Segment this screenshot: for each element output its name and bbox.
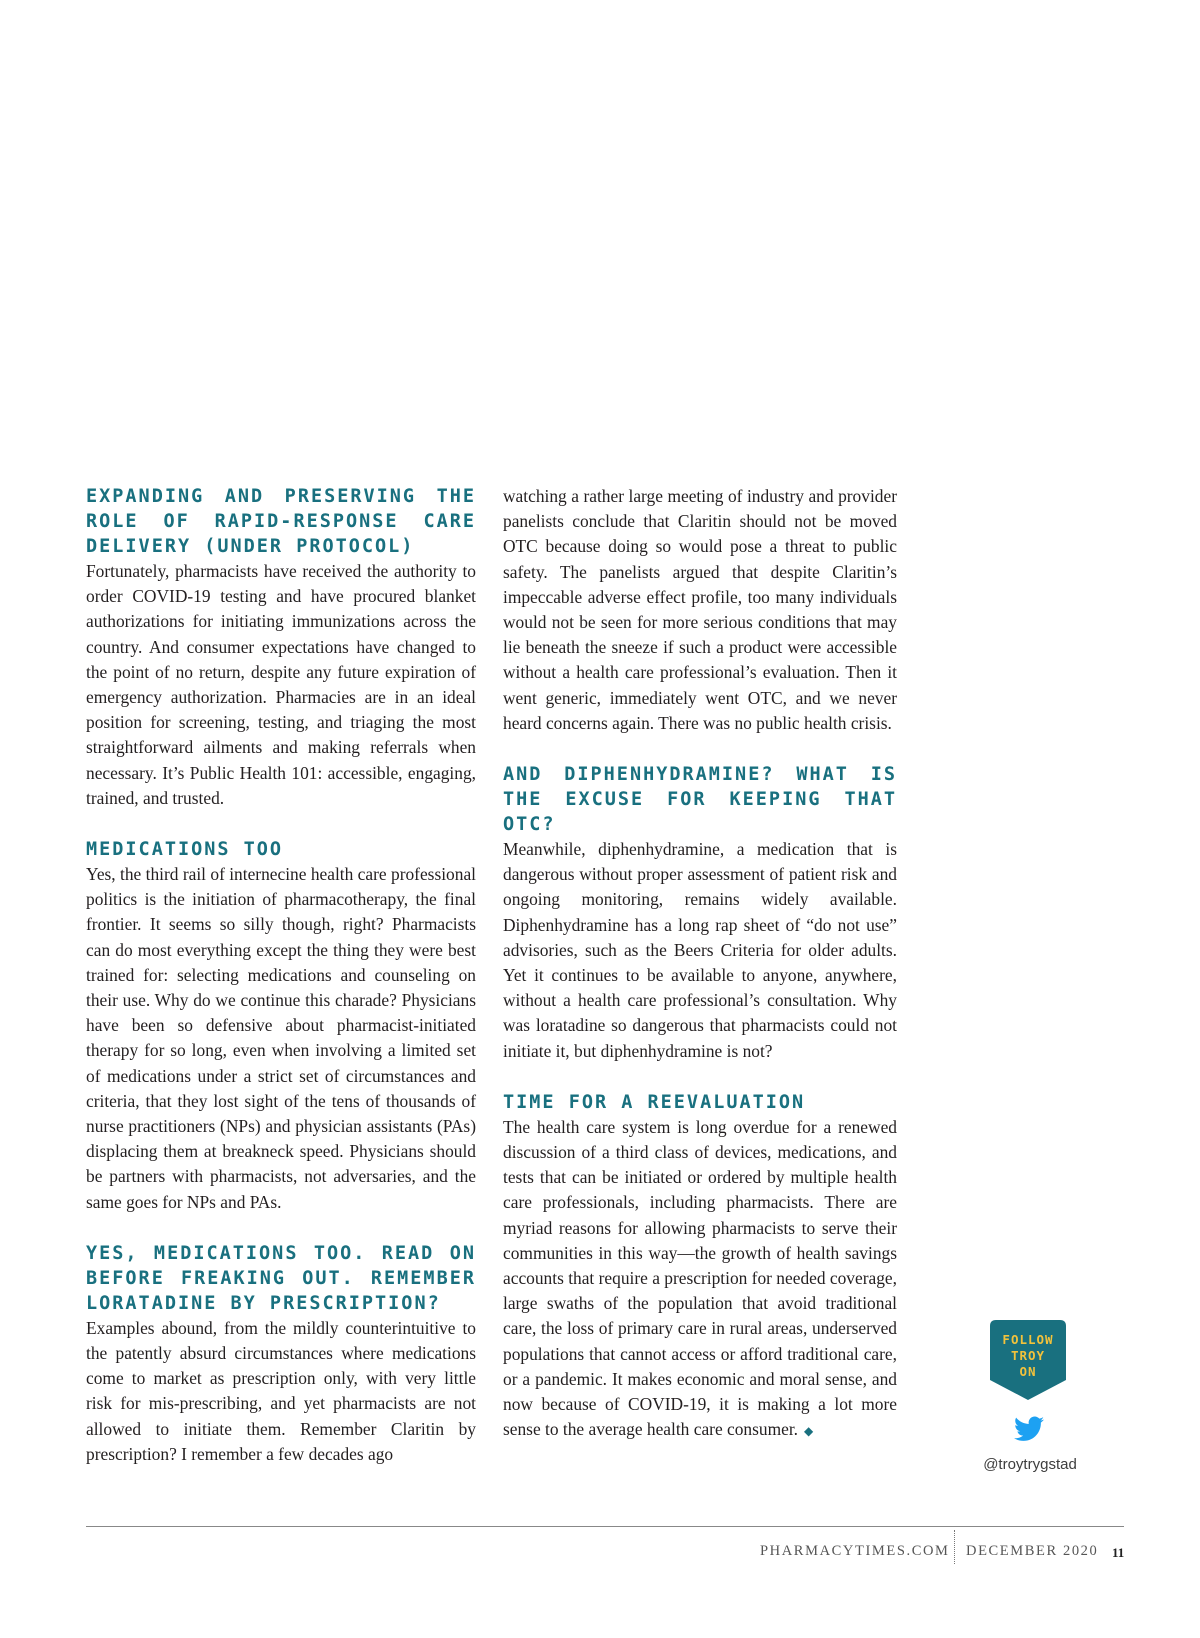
follow-line-1: FOLLOW <box>1002 1332 1054 1347</box>
paragraph-text: The health care system is long overdue for a renewed discussion of a third class of devices, medications, and tests that can be initiated or ordered by multiple health care professionals, including pharmacists. There are myriad reasons for allowing pharmacists to serve their communities in this way—the growth of health savings accounts that require a prescription for needed coverage, large swaths of the population that avoid traditional care, the loss of primary care in rural areas, underserved populations that cannot access or afford traditional care, or a pandemic. It makes economic and moral sense, and now because of COVID-19, it is making a lot more sense to the average health care consumer. <box>503 1116 897 1440</box>
paragraph <box>503 1115 897 1445</box>
footer-separator <box>954 1530 955 1564</box>
follow-line-2: TROY <box>1010 1348 1046 1363</box>
section-heading: MEDICATIONS TOO <box>86 839 284 861</box>
section-heading: YES, MEDICATIONS TOO. READ ON BEFORE FREAKING OUT. REMEMBER LORATADINE BY PRESCRIPTION? <box>86 1242 476 1314</box>
paragraph: Meanwhile, diphenhydramine, a medication that is dangerous without proper assessment of patient risk and ongoing monitoring, remains widely available. Diphenhydramine has a long rap sheet of “do not use” advisories, such as the Beers Criteria for older adults. Yet it continues to be available to anyone, anywhere, without a health care professional’s consultation. Why was loratadine so dangerous that pharmacists could not initiate it, but diphenhydramine is not? <box>503 839 897 1061</box>
footer-site[interactable]: PHARMACYTIMES.COM <box>760 1543 950 1559</box>
follow-label <box>990 1332 1066 1380</box>
section-heading: TIME FOR A REEVALUATION <box>503 1091 806 1113</box>
follow-line-3: ON <box>1019 1364 1037 1379</box>
paragraph: Fortunately, pharmacists have received the authority to order COVID-19 testing and have procured blanket authorizations for initiating immunizations across the country. And consumer expectations have changed to the point of no return, despite any future expiration of emergency authorization. Pharmacies are in an ideal position for screening, testing, and triaging the most straightforward ailments and making referrals when necessary. It’s Public Health 101: accessible, engaging, trained, and trusted. <box>86 561 476 808</box>
right-column <box>503 484 897 1445</box>
paragraph: watching a rather large meeting of industry and provider panelists conclude that Claritin should not be moved OTC because doing so would pose a threat to public safety. The panelists argued that despite Claritin’s impeccable adverse effect profile, too many individuals would not be seen for more serious conditions that may lie beneath the sneeze if such a product were accessible without a health care professional’s evaluation. Then it went generic, immediately went OTC, and we never heard concerns again. There was no public health crisis. <box>503 486 897 733</box>
section-heading: AND DIPHENHYDRAMINE? WHAT IS THE EXCUSE FOR KEEPING THAT OTC? <box>503 764 897 836</box>
follow-badge[interactable] <box>990 1320 1066 1400</box>
section-heading: EXPANDING AND PRESERVING THE ROLE OF RAPID-RESPONSE CARE DELIVERY (UNDER PROTOCOL) <box>86 486 476 557</box>
left-column <box>86 484 476 1467</box>
paragraph: Examples abound, from the mildly counterintuitive to the patently absurd circumstances where medications come to market as prescription only, with very little risk for mis-prescribing, and yet pharmacists are not allowed to initiate them. Remember Claritin by prescription? I remember a few decades ago <box>86 1317 476 1464</box>
end-mark-icon: ◆ <box>804 1424 814 1439</box>
paragraph: Yes, the third rail of internecine health care professional politics is the initiation of pharmacotherapy, the final frontier. It seems so silly though, right? Pharmacists can do most everything except the thing they were best trained for: selecting medications and counseling on their use. Why do we continue this charade? Physicians have been so defensive about pharmacist-initiated therapy for so long, even when involving a limited set of medications under a strict set of circumstances and criteria, that they lost sight of the tens of thousands of nurse practitioners (NPs) and physician assistants (PAs) displacing them at breakneck speed. Physicians should be partners with pharmacists, not adversaries, and the same goes for NPs and PAs. <box>86 864 476 1212</box>
footer-date: DECEMBER 2020 <box>966 1543 1099 1559</box>
twitter-handle[interactable]: @troytrygstad <box>983 1456 1077 1473</box>
page-number: 11 <box>1112 1545 1125 1560</box>
footer-divider-line <box>86 1526 1124 1527</box>
twitter-icon[interactable] <box>1014 1416 1044 1442</box>
